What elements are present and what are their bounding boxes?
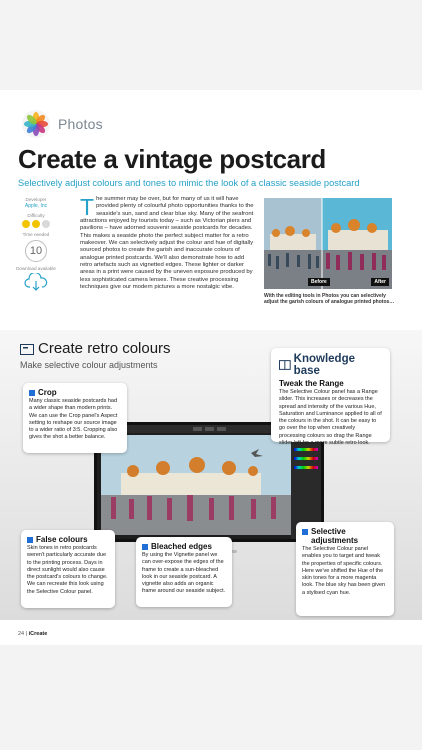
toolbar-button <box>205 427 214 431</box>
difficulty-rating <box>14 220 58 228</box>
magazine-name: iCreate <box>28 631 48 637</box>
page-title: Create a vintage postcard <box>18 144 326 174</box>
before-after-photo <box>264 198 392 289</box>
colour-slider <box>294 448 318 451</box>
drop-cap: T <box>80 194 95 220</box>
after-label: After <box>371 278 389 286</box>
section-label: Photos <box>58 116 103 132</box>
standfirst: Selectively adjust colours and tones to mimic the look of a classic seaside postcard <box>18 178 360 188</box>
pier-edit-illustration <box>101 435 291 535</box>
photo-caption: With the editing tools in Photos you can selectively adjust the garish colours of analogue printed photos… <box>264 293 395 306</box>
edited-pier-photo <box>101 435 291 535</box>
intro-body-text <box>80 196 256 291</box>
retro-section-subtitle: Make selective colour adjustments <box>20 360 158 370</box>
developer-value: Apple, Inc <box>24 202 48 209</box>
tutorial-stats <box>14 197 58 291</box>
photos-app-icon <box>22 110 50 138</box>
difficulty-dot <box>42 220 50 228</box>
bullet-square <box>142 544 148 550</box>
bullet-square <box>302 529 308 535</box>
retro-section-title: Create retro colours <box>38 340 171 357</box>
colour-slider <box>294 457 318 460</box>
bullet-square <box>29 390 35 396</box>
page-number: 24 <box>18 631 25 637</box>
callout-false-colours-text: Skin tones in retro postcards weren't particularly accurate due to the printing process. Days in direct sunlight would also cause the postcard's colours to change. We can recreate this look using the Selective Colour panel. <box>27 545 108 595</box>
callout-crop-title: Crop <box>38 388 57 397</box>
time-label: Time needed <box>22 232 50 238</box>
bullet-square <box>27 537 33 543</box>
callout-crop-text: Many classic seaside postcards had a wider shape than modern prints. We can use the Crop panel's Aspect setting to reshape our source image to a wider ratio of 3:5. Cropping also gives the shot a better balance. <box>29 398 118 441</box>
callout-selective-title: Selective adjustments <box>311 527 359 545</box>
callout-selective-adjustments <box>296 522 394 616</box>
book-icon <box>279 360 291 370</box>
callout-bleached-edges-text: By using the Vignette panel we can over-expose the edges of the frame to create a sun-bleached look in our seaside postcard. A vignette also adds an organic frame around our seaside subject. <box>142 552 226 595</box>
magazine-page <box>0 90 422 645</box>
knowledge-base-text: The Selective Colour panel has a Range slider. This increases or decreases the spread and intensity of the various Hue, Saturation and Luminance applied to all of the colours in the shot. It can be easy to go over the top when creatively processing colours so drag the Range slider left for a more subtle retro look. <box>279 389 382 447</box>
callout-crop <box>23 383 127 453</box>
pier-photo-illustration <box>264 198 392 289</box>
difficulty-label: Difficulty <box>27 212 45 218</box>
callout-false-colours <box>21 530 115 608</box>
toolbar-button <box>217 427 226 431</box>
cloud-download-icon <box>24 273 48 291</box>
knowledge-base-heading <box>279 353 382 377</box>
developer-label: Developer <box>25 197 47 202</box>
difficulty-dot <box>22 220 30 228</box>
callout-false-colours-title: False colours <box>36 535 88 544</box>
intro-paragraph: he summer may be over, but for many of us it will have provided plenty of colourful photo opportunities thanks to the seaside's sun, sand and clear blue sky. Many of the seafront attractions enjoyed by tourists today – such as Victorian piers and pavilions – have adorned souvenir seaside postcards for decades. This makes a seaside photo the perfect subject matter for a retro makeover. We can selectively adjust the colour and hue of digitally sourced photos to create the garish and inaccurate colours of analogue printed postcards. We'll also demonstrate how to add retro artefacts such as vignetted edges. These lighter or darker areas in a print were caused by the uneven exposure produced by less sophisticated camera lenses. These creative processing techniques give our modern pictures a more nostalgic vibe. <box>80 196 254 291</box>
knowledge-base-subheading: Tweak the Range <box>279 379 344 388</box>
difficulty-dot <box>32 220 40 228</box>
colour-slider <box>294 466 318 469</box>
time-value: 10 <box>25 240 47 262</box>
download-label: Download available <box>16 265 56 271</box>
callout-bleached-edges-title: Bleached edges <box>151 542 212 551</box>
callout-bleached-edges <box>136 537 232 607</box>
callout-selective-text: The Selective Colour panel enables you to target and tweak the properties of specific colours. Here we've shifted the Hue of the skin tones for a more magenta look. The blue sky has been given a stylised cyan hue. <box>302 546 386 596</box>
knowledge-base-box <box>271 348 390 447</box>
toolbar-button <box>193 427 202 431</box>
screen-icon <box>20 344 34 355</box>
page-folio: 24 | iCreate <box>18 631 48 637</box>
knowledge-base-heading-text: Knowledge base <box>293 353 356 377</box>
before-label: Before <box>308 278 330 286</box>
